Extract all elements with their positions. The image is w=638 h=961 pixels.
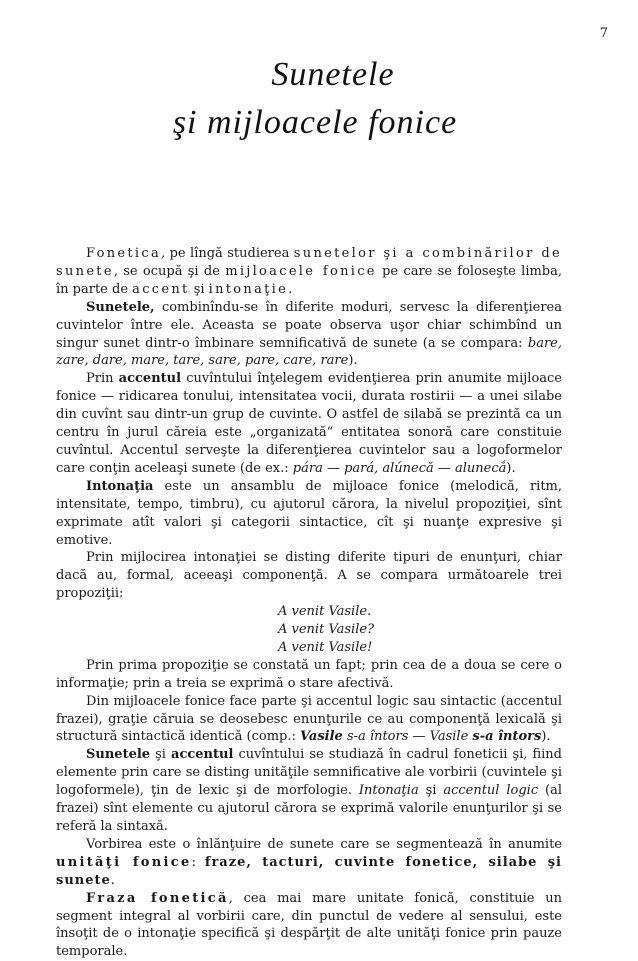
page-title-line-2: şi mijloacele fonice <box>172 104 458 141</box>
term-sunetele-2: Sunetele <box>86 747 151 763</box>
example-intors-bold: s-a întors <box>472 729 542 745</box>
paragraph-sunetele <box>56 299 562 371</box>
text-span: cuvîntului înţelegem evidenţierea prin anumite mijloace fonice — ridicarea tonului, intensitatea vocii, durata rostirii — a unei silabe din cuvînt sau dintr-un grup de cuvinte. O astfel de silabă se prezintă ca un centru în jurul căreia este „organizată“ entitatea sonoră care constituie cuvîntul. Accentul serveşte la diferenţierea cuvintelor sau a logoformelor care conţin aceleaşi sunete (de ex.: <box>56 371 563 476</box>
text-span: ). <box>506 460 516 476</box>
text-span: , pe lîngă studierea <box>161 246 294 261</box>
paragraph-propozitii <box>56 657 562 693</box>
text-span: ). <box>348 353 358 369</box>
term-accentul-logic: accentul logic <box>443 783 539 799</box>
example-vasile: Vasile <box>429 729 473 745</box>
text-span: . <box>110 872 115 888</box>
text-span: (al frazei) sînt elemente cu ajutorul cărora se exprimă valorile enunţurilor şi se referă la sintaxă. <box>56 783 562 834</box>
term-unitati-list: fraze, tacturi, cuvinte fonetice, silabe şi sunete <box>56 854 562 888</box>
text-span: Vorbirea este o înlănţuire de sunete care se segmentează în anumite <box>86 836 562 852</box>
example-sentence-3: A venit Vasile! <box>278 639 373 655</box>
text-span: Din mijloacele fonice face parte şi accentul logic sau sintactic (accentul frazei), graţie căruia se deosebesc enunţurile ce au componenţă lexicală şi structură sintactică identică (comp.: <box>56 693 562 745</box>
paragraph-enunturi <box>56 549 562 603</box>
text-span: şi <box>150 747 172 763</box>
example-words: bare, zare, dare, mare, tare, sare, pare, care, rare <box>56 335 562 369</box>
text-span: . <box>288 281 293 297</box>
term-sunetele: Sunetele, <box>86 299 155 315</box>
text-span: Prin prima propoziţie se constată un fapt; prin cea de a doua se cere o informaţie; prin a treia se exprimă o stare afectivă. <box>56 657 562 691</box>
term-mijloacele-fonice: mijloacele fonice <box>225 263 377 279</box>
paragraph-accentul <box>56 370 562 477</box>
term-accent: accent <box>132 281 190 297</box>
example-sentence-2: A venit Vasile? <box>278 622 375 638</box>
paragraph-accent-logic <box>56 693 562 747</box>
text-span: , cea mai mare unitate fonică, constituie un segment integral al vorbirii care, din punctul de vedere al sensului, este însoţit de o intonaţie specifică şi despărţit de alte unităţi fonice prin pauze temporale. <box>56 890 563 960</box>
text-span: : <box>191 854 205 870</box>
term-unitati-fonice: unităţi fonice <box>56 854 192 870</box>
body-text <box>56 245 562 961</box>
term-fonetica: Fonetica <box>86 246 162 261</box>
paragraph-fonetica <box>56 245 562 299</box>
example-intors: s-a întors — <box>342 729 430 745</box>
text-span: , se ocupă şi de <box>113 263 226 279</box>
example-sentence-1: A venit Vasile. <box>278 604 372 620</box>
term-intonatia: Intonaţia <box>86 478 154 494</box>
paragraph-sunete-accent <box>56 746 562 836</box>
term-fraza-fonetica: Fraza fonetică <box>86 890 229 906</box>
paragraph-vorbirea <box>56 836 562 890</box>
term-sunetelor: sunetelor şi a combinărilor de sunete <box>56 246 562 279</box>
example-accent: pára — pará, alúnecă — alunecắ <box>292 460 507 476</box>
page-number: 7 <box>599 26 608 41</box>
text-span: ). <box>541 729 551 745</box>
term-accentul: accentul <box>118 371 182 387</box>
term-intonatia-2: Intonaţia <box>358 783 419 799</box>
term-intonatie: intonaţie <box>208 281 289 297</box>
text-span: este un ansamblu de mijloace fonice (melodică, ritm, intensitate, tempo, timbru), cu ajutorul cărora, la nivelul propoziţiei, sînt exprimate atît valori şi categorii sintactice, cît şi nuanţe expresive şi emotive. <box>56 478 562 548</box>
text-span: şi <box>189 281 209 297</box>
text-span: Prin <box>86 371 119 387</box>
page-title-line-1: Sunetele <box>271 56 395 93</box>
text-span: combinîndu-se în diferite moduri, servesc la diferenţierea cuvintelor între ele. Aceasta se poate observa uşor chiar schimbînd un singur sunet dintr-o îmbinare semnificativă de sunete (a se compara: <box>56 299 562 351</box>
text-span: şi <box>418 783 444 799</box>
term-accentul-2: accentul <box>171 747 234 763</box>
paragraph-fraza <box>56 890 562 961</box>
text-span: Prin mijlocirea intonaţiei se disting diferite tipuri de enunţuri, chiar dacă au, formal, aceeaşi componenţă. A se compara următoarele trei propoziţii: <box>56 550 562 602</box>
text-span: cuvîntului se studiază în cadrul foneticii şi, fiind elemente prin care se disting unităţile semnificative ale vorbirii (cuvintele şi logoformele), ţin de lexic şi de morfologie. <box>56 747 562 799</box>
text-span: pe care se foloseşte limba, în parte de <box>56 263 563 297</box>
paragraph-intonatia <box>56 478 562 550</box>
example-vasile-bold: Vasile <box>300 729 343 745</box>
